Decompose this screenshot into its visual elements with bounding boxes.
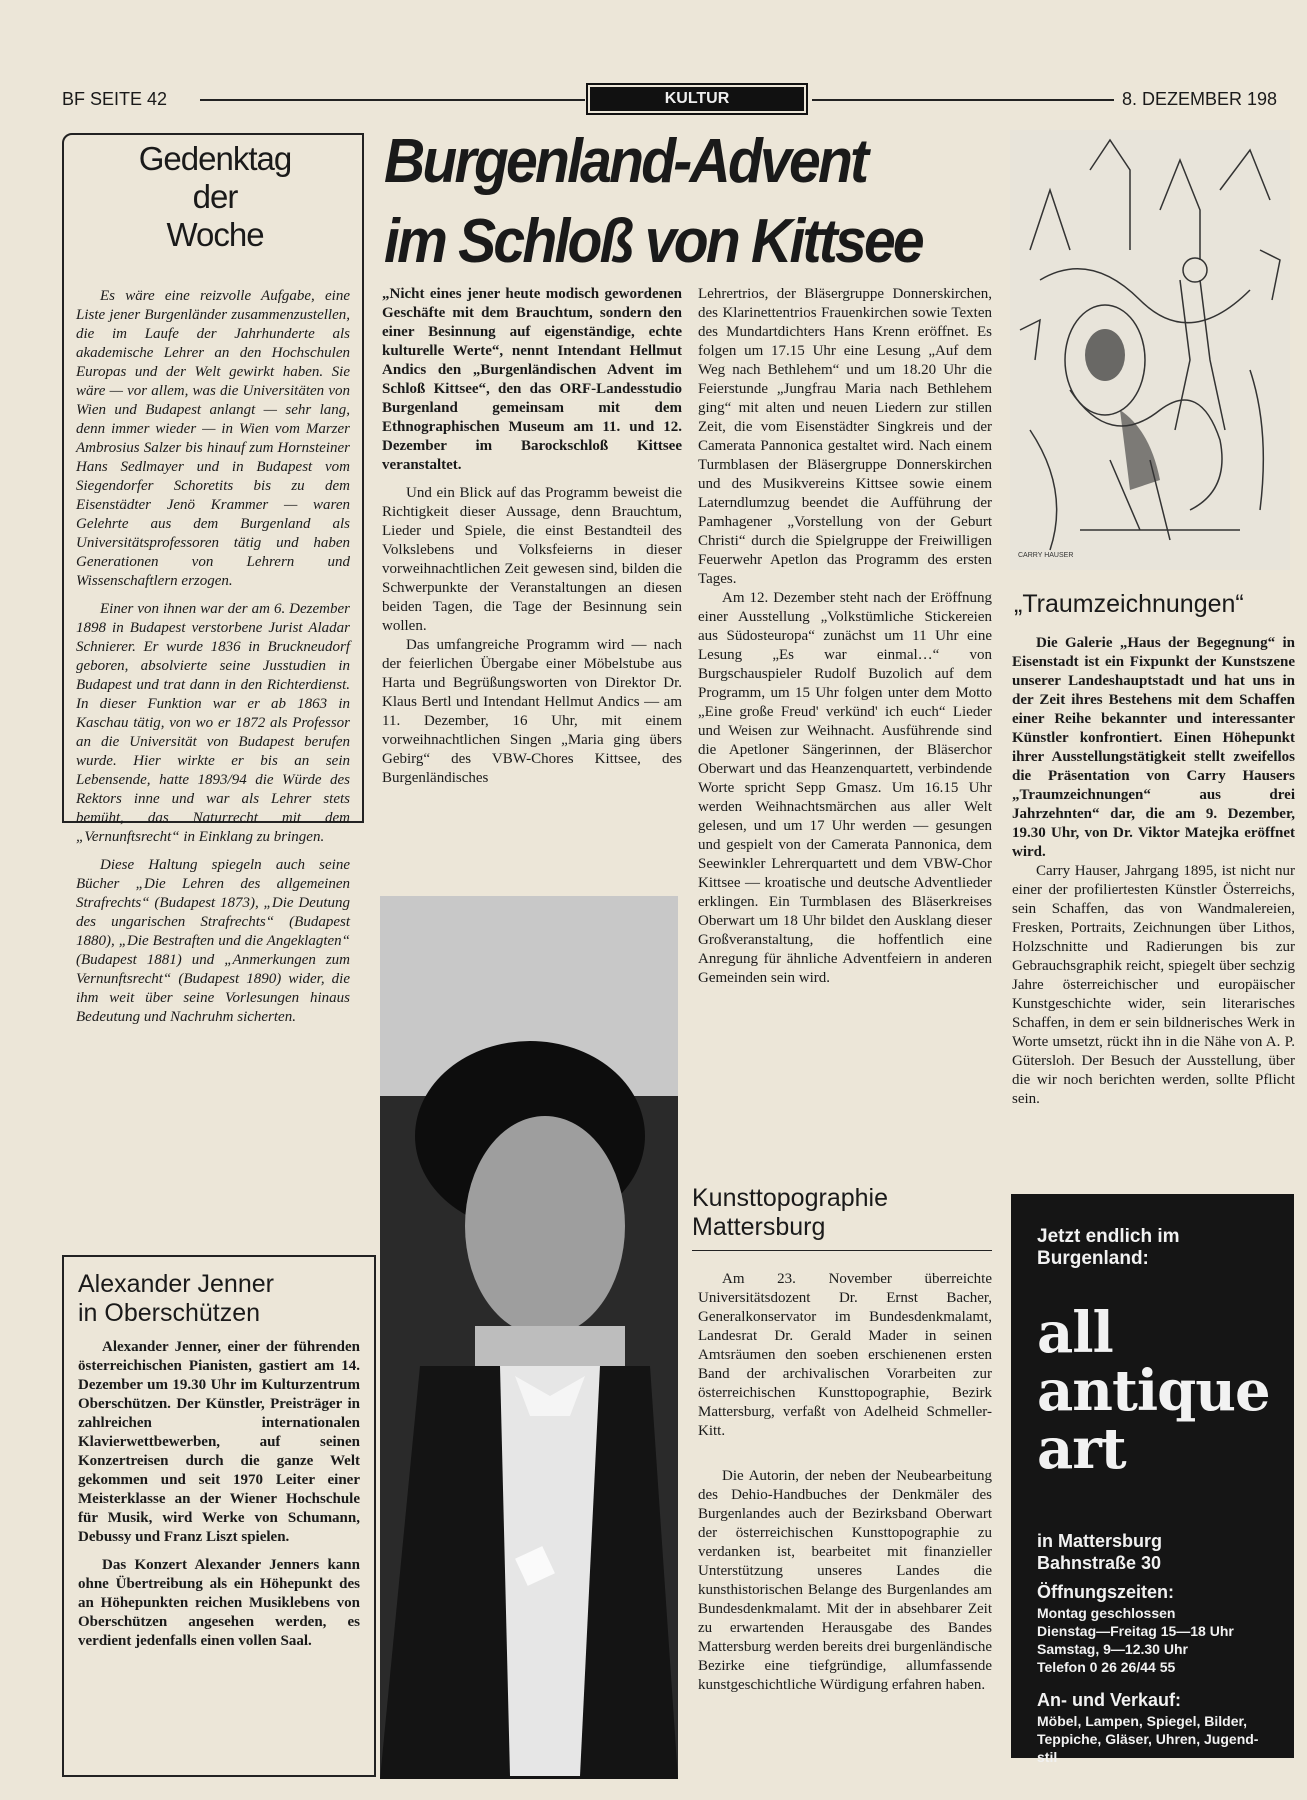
main-paragraph: Das umfangreiche Programm wird — nach der feierlichen Übergabe einer Möbelstube aus Harta und Begrüßungsworten von Direktor Dr. Klaus Bertl und Intendant Hellmut Andics — am 11. Dezember, 16 Uhr, mit einem vorweihnachtlichen Singen „Maria ging übers Gebirg“ des VBW-Chores Kittsee, des Burgenländisches [382, 637, 682, 786]
kunsttopo-body [698, 1270, 992, 1704]
ad-hours [1037, 1604, 1294, 1676]
kunsttopo-title [692, 1184, 992, 1242]
ad-brand-line2: antique [1037, 1358, 1270, 1424]
ad-hours-title: Öffnungszeiten: [1037, 1582, 1174, 1602]
gedenktag-title-line2: der [192, 178, 238, 215]
main-paragraph: Und ein Blick auf das Programm beweist die Richtigkeit dieser Aussage, denn Brauchtum, Lieder und Spiele, die einst Bestandteil des Volkslebens und Volksfeierns in dieser vorweihnachtlichen Zeit gewesen sind, bilden die Schwerpunkte der Veranstaltungen an diesen beiden Tagen, die Tage der Besinnung sein wollen. [382, 485, 682, 634]
ad-location [1037, 1530, 1294, 1574]
gedenktag-paragraph: Einer von ihnen war der am 6. Dezember 1898 in Budapest verstorbene Jurist Aladar Schnierer. Er wurde 1836 in Bruckneudorf geboren, absolvierte seine Jusstudien in Budapest und trat dann in den Richterdienst. In dieser Funktion war er ab 1863 in Kaschau tätig, von wo er 1872 als Professor an die Universität von Budapest berufen wurde. Hier wirkte er bis an sein Lebensende, hatte 1893/94 die Würde des Rektors inne und war als Lehrer stets bemüht, das Naturrecht mit dem „Vernunftsrecht“ in Einklang zu bringen. [76, 601, 350, 845]
ad-brand-line3: art [1037, 1416, 1126, 1482]
header-rule-right [812, 99, 1114, 101]
hauser-sketch [1010, 130, 1290, 570]
ad-trade [1037, 1712, 1294, 1766]
ad-intro-line1: Jetzt endlich im [1037, 1226, 1180, 1247]
traum-title: „Traumzeichnungen“ [1014, 590, 1244, 618]
pianist-photo-illustration [380, 896, 678, 1779]
ad-intro [1037, 1226, 1294, 1270]
gedenktag-paragraph: Es wäre eine reizvolle Aufgabe, eine Liste jener Burgenländer zusammenzustellen, die im Laufe der Jahrhunderte als akademische Lehrer an den Hochschulen Europas und der Welt gewirkt haben. Sie wäre — vor allem, was die Universitäten von Wien und Budapest anlangt — sehr lang, denn immer wieder — in Wien vom Marzer Ambrosius Salzer bis hinauf zum Hornsteiner Hans Sedlmayer und in Budapest vom Siegendorfer Schoretits bis zu dem Eisenstädter Jenö Krammer — waren Gelehrte aus dem Burgenland als Universitätsprofessoren tätig und haben Generationen von Lehrern und Wissenschaftlern erzogen. [76, 288, 350, 589]
gedenktag-title-line3: Woche [166, 216, 264, 253]
ad-trade-line1: Möbel, Lampen, Spiegel, Bilder, [1037, 1713, 1248, 1729]
ad-location-line1: in Mattersburg [1037, 1531, 1163, 1551]
kunsttopo-paragraph: Am 23. November überreichte Universitätsdozent Dr. Ernst Bacher, Generalkonservator im Bundesdenkmalamt, Landesrat Dr. Gerald Mader in seinen Amtsräumen den soeben erschienenen ersten Band der archivalischen Vorarbeiten zur österreichischen Kunsttopographie, Bezirk Mattersburg, verfaßt von Adelheid Schmeller-Kitt. [698, 1271, 992, 1439]
ad-intro-line2: Burgenland: [1037, 1248, 1149, 1269]
ad-hours-line2: Dienstag—Freitag 15—18 Uhr [1037, 1623, 1234, 1639]
header-rule-left [200, 99, 585, 101]
section-label: KULTUR [590, 87, 804, 111]
jenner-body [78, 1338, 360, 1660]
pianist-photo [380, 896, 678, 1779]
jenner-paragraph: Alexander Jenner, einer der führenden österreichischen Pianisten, gastiert am 14. Dezember um 19.30 Uhr im Kulturzentrum Oberschützen. Der Künstler, Preisträger in zahlreichen internationalen Klavierwettbewerben, auf seinen Konzertreisen durch die ganze Welt gekommen und seit 1970 Leiter einer Meisterklasse an der Wiener Hochschule für Musik, wird Werke von Schumann, Debussy und Franz Liszt spielen. [78, 1339, 360, 1545]
sketch-signature: CARRY HAUSER [1018, 552, 1074, 559]
gedenktag-paragraph: Diese Haltung spiegeln auch seine Bücher „Die Lehren des allgemeinen Strafrechts“ (Budapest 1873), „Die Deutung des ungarischen Strafrechts“ (Budapest 1880), „Die Bestraften und die Angeklagten“ (Budapest 1881) und „Anmerkungen zum Vernunftsrecht“ (Budapest 1890) wider, die ihm weit über seine Vorlesungen hinaus Bedeutung und Nachruhm sicherten. [76, 857, 350, 1025]
antique-ad [1011, 1194, 1294, 1765]
ad-hours-line3: Samstag, 9—12.30 Uhr [1037, 1641, 1188, 1657]
traum-paragraph: Die Galerie „Haus der Begegnung“ in Eisenstadt ist ein Fixpunkt der Kunstszene unserer Landeshauptstadt und hat uns in der Zeit ihres Bestehens mit dem Schaffen einer Reihe bekannter und interessanter Künstler konfrontiert. Einen Höhepunkt ihrer Ausstellungstätigkeit stellt zweifellos die Präsentation von Carry Hausers „Traumzeichnungen“ aus drei Jahrzehnten“ dar, die am 9. Dezember, 19.30 Uhr, von Dr. Viktor Matejka eröffnet wird. [1012, 635, 1295, 860]
main-paragraph: Lehrertrios, der Bläsergruppe Donnerskirchen, des Klarinettentrios Frauenkirchen sowie Texten des Mundartdichters Hans Krenn eröffnet. Es folgen um 17.15 Uhr eine Lesung „Auf dem Weg nach Bethlehem“ und um 18.20 Uhr die Feierstunde „Jungfrau Maria nach Bethlehem ging“ mit alten und neuen Liedern zur stillen Zeit, die vom Eisenstädter Singkreis und der Camerata Pannonica gestaltet wird. Nach einem Turmblasen der Bläsergruppe Donnerskirchen und des Musikvereins Kittsee sowie einem Laterndlumzug beendet die Aufführung der Pamhagener „Vorstellung von der Geburt Christi“ durch die Spielgruppe der Freiwilligen Feuerwehr Apetlon das Programm des ersten Tages. [698, 286, 992, 587]
jenner-title-line1: Alexander Jenner [78, 1270, 274, 1298]
ad-location-line2: Bahnstraße 30 [1037, 1553, 1162, 1573]
kunsttopo-rule [692, 1250, 992, 1251]
sketch-drawing [1010, 130, 1290, 570]
kunsttopo-title-line1: Kunsttopographie [692, 1184, 888, 1212]
gedenktag-title-line1: Gedenktag [138, 140, 292, 177]
kunsttopo-title-line2: Mattersburg [692, 1213, 826, 1241]
gedenktag-title [90, 140, 340, 254]
jenner-paragraph: Das Konzert Alexander Jenners kann ohne Übertreibung als ein Höhepunkt des an Höhepunkten reichen Musiklebens von Oberschützen angesehen werden, es verdient jedenfalls einen vollen Saal. [78, 1557, 360, 1649]
ad-trade-title: An- und Verkauf: [1037, 1690, 1182, 1710]
ad-brand [1037, 1300, 1294, 1482]
traum-body [1012, 634, 1295, 1118]
ad-brand-line1: all [1037, 1300, 1113, 1366]
page-number: BF SEITE 42 [62, 89, 168, 109]
main-column-1 [382, 285, 682, 797]
jenner-title-line2: in Oberschützen [78, 1299, 261, 1327]
main-headline [384, 122, 973, 282]
ad-trade-line3: stil [1037, 1749, 1058, 1765]
ad-phone: Telefon 0 26 26/44 55 [1037, 1659, 1176, 1675]
traum-paragraph: Carry Hauser, Jahrgang 1895, ist nicht nur einer der profiliertesten Künstler Österreichs, sein Schaffen, das von Wandmalereien, Fresken, Portraits, Zeichnungen über Lithos, Holzschnitte und Radierungen bis zur Gebrauchsgraphik reicht, spiegelt über sechzig Jahre österreichischer und europäischer Kunstgeschichte wider, sein literarisches Schaffen, in dem er sein bildnerisches Werk in Worte umsetzt, rückt ihn in die Nähe von A. P. Gütersloh. Der Besuch der Ausstellung, über die wir noch berichten werden, sollte Pflicht sein. [1012, 863, 1295, 1107]
main-headline-line2: im Schloß von Kittsee [384, 207, 922, 276]
main-column-2 [698, 285, 992, 997]
kunsttopo-paragraph: Die Autorin, der neben der Neubearbeitung des Dehio-Handbuches der Denkmäler des Burgenlandes auch der Bezirksband Oberwart der österreichischen Kunsttopographie zu verdanken ist, bearbeitet mit finanzieller Unterstützung unseres Landes die kunsthistorischen Belange des Burgenlandes am Bundesdenkmalamt. Mit der in absehbarer Zeit zu erwartenden Herausgabe des Bandes Mattersburg werden bereits drei burgenländische Bezirke eine tiefgründige, allumfassende kunstgeschichtliche Würdigung erfahren haben. [698, 1468, 992, 1693]
issue-date: 8. DEZEMBER 198 [1122, 89, 1278, 109]
gedenktag-body [76, 287, 350, 1036]
ad-trade-line2: Teppiche, Gläser, Uhren, Jugend- [1037, 1731, 1259, 1747]
main-lead: „Nicht eines jener heute modisch gewordenen Geschäfte mit dem Brauchtum, sondern den einer Besinnung auf eigenständige, echte kulturelle Werte“, nennt Intendant Hellmut Andics den „Burgenländischen Advent im Schloß Kittsee“, den das ORF-Landesstudio Burgenland gemeinsam mit dem Ethnographischen Museum am 11. und 12. Dezember im Barockschloß Kittsee veranstaltet. [382, 286, 682, 473]
main-headline-line1: Burgenland-Advent [384, 127, 867, 196]
ad-hours-line1: Montag geschlossen [1037, 1605, 1176, 1621]
jenner-title [78, 1270, 368, 1328]
main-paragraph: Am 12. Dezember steht nach der Eröffnung einer Ausstellung „Volkstümliche Stickereien aus Südosteuropa“ zunächst um 11 Uhr eine Lesung „Es war einmal…“ von Burgschauspieler Rudolf Buzolich auf dem Programm, um 15 Uhr folgen unter dem Motto „Eine große Freud' verkünd' ich euch“ Lieder und Weisen zur Weihnacht. Ausführende sind die Apetloner Sängerinnen, der Bläserchor Oberwart und das Heanzenquartett, verbindende Worte spricht Sepp Gmasz. Um 16.15 Uhr werden Weihnachtsmärchen aus aller Welt gelesen, und um 17 Uhr werden — gesungen und gespielt von der Camerata Pannonica, dem Seewinkler Lehrerquartett und dem VBW-Chor Kittsee — kroatische und deutsche Adventlieder erklingen. Ein Turmblasen des Bläserkreises Oberwart um 18 Uhr bildet den Ausklang dieser Großveranstaltung, die hoffentlich eine Anregung für ähnliche Adventfeiern in anderen Gemeinden sein wird. [698, 590, 992, 986]
